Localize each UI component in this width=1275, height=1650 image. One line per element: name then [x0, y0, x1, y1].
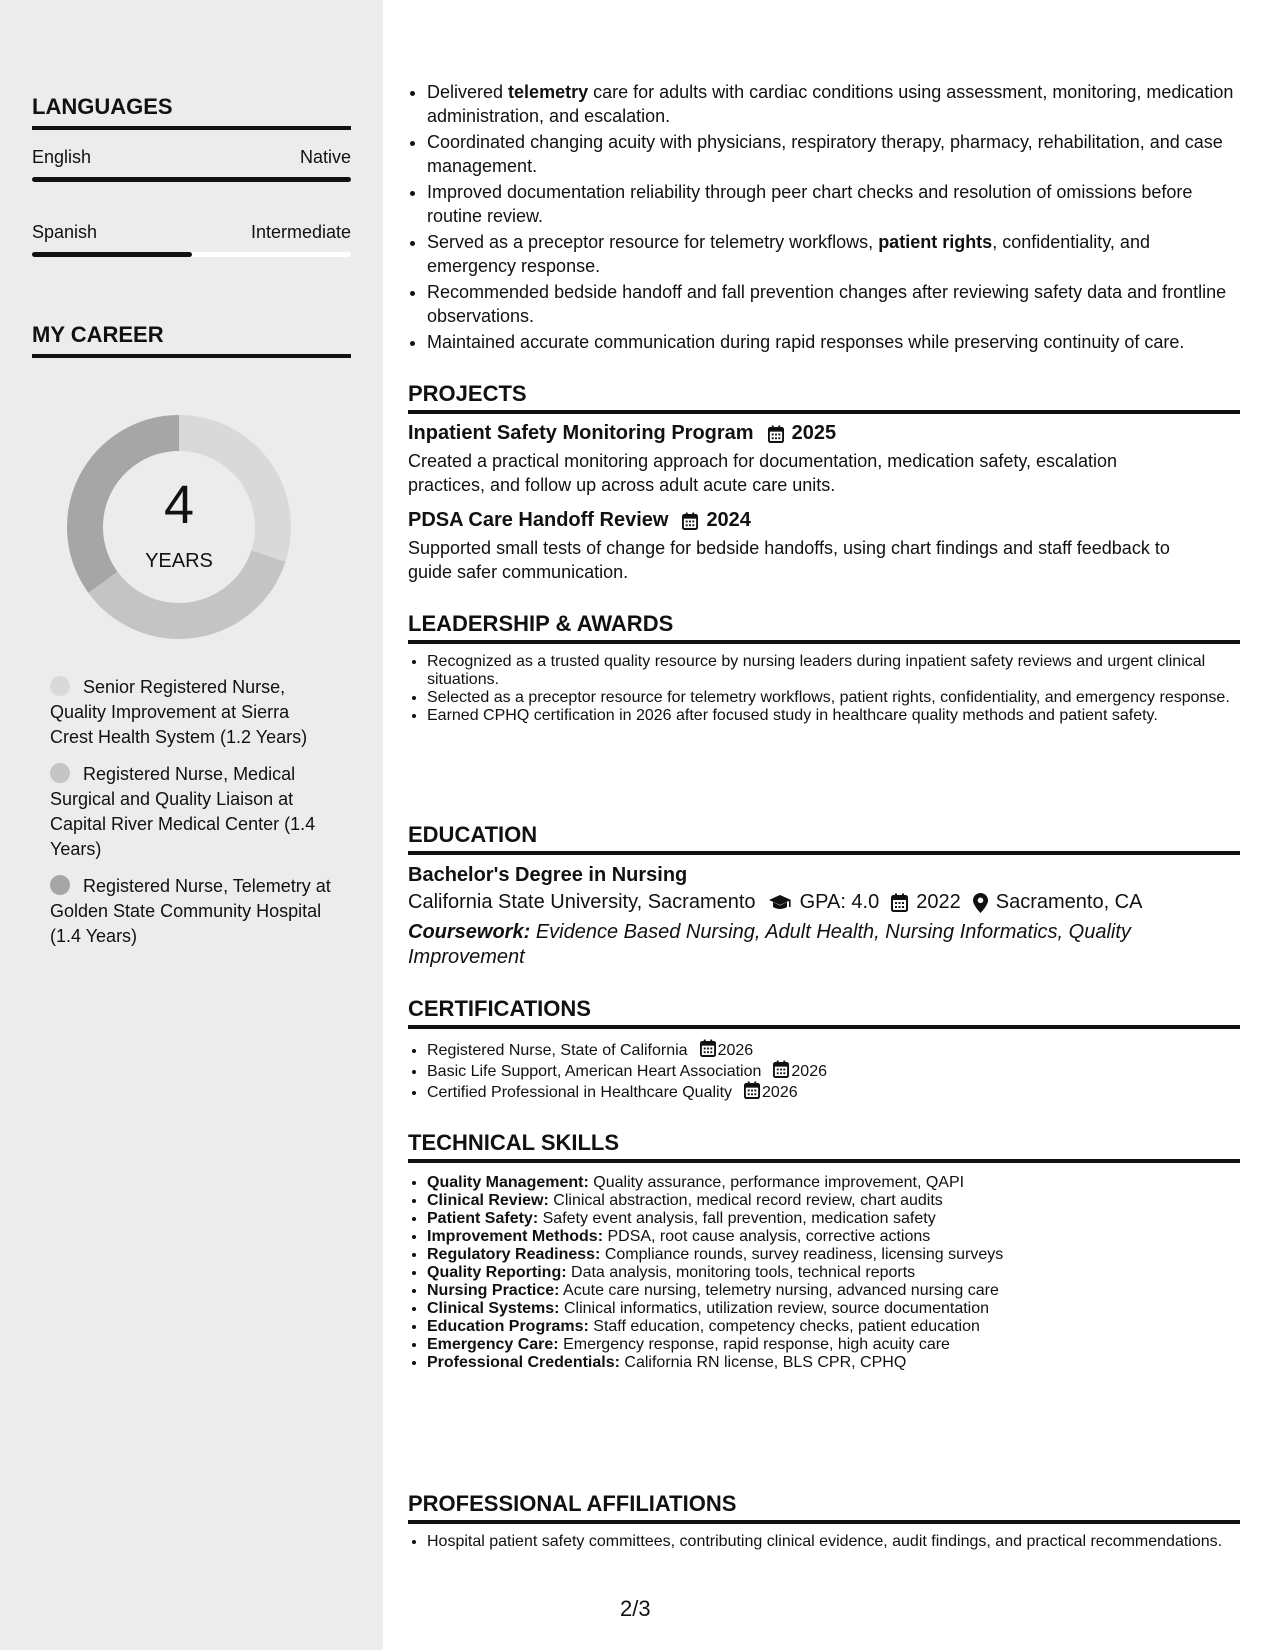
career-section	[32, 322, 351, 358]
certifications-section	[408, 1039, 1240, 1102]
skill-item	[427, 1210, 1240, 1228]
skill-item	[427, 1174, 1240, 1192]
calendar-icon	[700, 1039, 716, 1057]
page-number: 2/3	[620, 1596, 651, 1621]
project-title-row	[408, 422, 1240, 445]
bullet-text: Delivered	[427, 82, 509, 102]
certifications-list	[408, 1039, 1240, 1102]
project-year: 2025	[791, 422, 837, 444]
language-name: Spanish	[32, 222, 98, 242]
skill-value: Clinical informatics, utilization review, source documentation	[563, 1300, 990, 1317]
project-item	[408, 509, 1240, 584]
leadership-list	[408, 653, 1240, 725]
skill-value: Quality assurance, performance improvement, QAPI	[593, 1174, 965, 1191]
skill-item	[427, 1336, 1240, 1354]
experience-bullet	[427, 180, 1240, 228]
projects-list	[408, 422, 1240, 596]
bullet-text: care for adults with cardiac conditions using assessment, monitoring, medication administration, and escalation.	[427, 82, 1234, 126]
certification-year: 2026	[717, 1042, 754, 1059]
skill-value: Emergency response, rapid response, high acuity care	[563, 1336, 950, 1353]
bullet-keyword: patient rights	[878, 232, 993, 252]
certification-item	[427, 1039, 1240, 1060]
affiliations-list	[408, 1533, 1240, 1551]
certifications-heading: CERTIFICATIONS	[408, 996, 1240, 1029]
career-legend	[50, 675, 335, 961]
languages-section	[32, 94, 351, 297]
experience-bullet	[427, 130, 1240, 178]
skill-label: Clinical Review:	[427, 1192, 549, 1209]
experience-list	[408, 80, 1240, 354]
skill-item	[427, 1318, 1240, 1336]
career-heading: MY CAREER	[32, 322, 351, 358]
projects-heading: PROJECTS	[408, 381, 1240, 414]
career-legend-dot	[50, 875, 70, 895]
experience-bullet	[427, 80, 1240, 128]
coursework-label: Coursework:	[408, 921, 531, 943]
project-title: Inpatient Safety Monitoring Program	[408, 422, 754, 444]
career-total-unit: YEARS	[145, 550, 213, 572]
leadership-section	[408, 653, 1240, 725]
experience-bullets	[408, 80, 1240, 356]
experience-bullet	[427, 280, 1240, 328]
skill-value: Safety event analysis, fall prevention, medication safety	[542, 1210, 936, 1227]
languages-list	[32, 147, 351, 257]
education-coursework	[408, 920, 1168, 970]
leadership-item: • Selected as a preceptor resource for telemetry workflows, patient rights, confidentiality, and emergency response.	[427, 689, 1240, 707]
language-level: Intermediate	[250, 222, 351, 242]
skill-value: Clinical abstraction, medical record review, chart audits	[553, 1192, 943, 1209]
skill-label: Education Programs:	[427, 1318, 589, 1335]
bullet-keyword: telemetry	[508, 82, 589, 102]
project-year: 2024	[706, 509, 751, 531]
language-row	[32, 147, 351, 168]
skill-value: PDSA, root cause analysis, corrective actions	[607, 1228, 931, 1245]
career-total-number: 4	[163, 475, 195, 535]
project-item	[408, 422, 1240, 497]
skill-value: Staff education, competency checks, patient education	[593, 1318, 980, 1335]
leadership-item: • Earned CPHQ certification in 2026 after focused study in healthcare quality methods and patient safety.	[427, 707, 1240, 725]
project-title: PDSA Care Handoff Review	[408, 509, 669, 531]
skill-label: Improvement Methods:	[427, 1228, 604, 1245]
certification-name: Certified Professional in Healthcare Quality	[427, 1084, 733, 1101]
bullet-text: Served as a preceptor resource for telemetry workflows,	[427, 232, 879, 252]
language-item	[32, 222, 351, 257]
education-school: California State University, Sacramento	[408, 891, 756, 913]
bullet-text: Improved documentation reliability through peer chart checks and resolution of omissions before routine review.	[427, 182, 1193, 226]
affiliation-item: • Hospital patient safety committees, contributing clinical evidence, audit findings, and practical recommendations.	[427, 1533, 1240, 1551]
skills-heading: TECHNICAL SKILLS	[408, 1130, 1240, 1163]
education-details	[408, 891, 1240, 914]
skill-item	[427, 1246, 1240, 1264]
language-bar-fill	[32, 177, 351, 182]
certification-year: 2026	[762, 1084, 798, 1101]
skill-label: Nursing Practice:	[427, 1282, 560, 1299]
skill-label: Regulatory Readiness:	[427, 1246, 601, 1263]
coursework-text: Evidence Based Nursing, Adult Health, Nursing Informatics, Quality Improvement	[408, 921, 1131, 968]
bullet-text: , confidentiality, and emergency response.	[427, 232, 1150, 276]
skill-label: Patient Safety:	[427, 1210, 539, 1227]
skill-item	[427, 1354, 1240, 1372]
skill-label: Quality Reporting:	[427, 1264, 567, 1281]
leadership-heading: LEADERSHIP & AWARDS	[408, 611, 1240, 644]
certification-item	[427, 1081, 1240, 1102]
project-description: Supported small tests of change for bedside handoffs, using chart findings and staff feedback to guide safer communication.	[408, 538, 1170, 582]
language-row	[32, 222, 351, 243]
bullet-text: Coordinated changing acuity with physicians, respiratory therapy, pharmacy, rehabilitation, and case management.	[427, 132, 1223, 176]
certification-year: 2026	[791, 1063, 827, 1080]
career-item	[50, 874, 335, 949]
skill-item	[427, 1192, 1240, 1210]
skill-value: Data analysis, monitoring tools, technical reports	[571, 1264, 916, 1281]
career-item-label: Registered Nurse, Telemetry at Golden State Community Hospital (1.4 Years)	[50, 876, 331, 946]
skill-item	[427, 1264, 1240, 1282]
education-gpa: GPA: 4.0	[799, 891, 880, 913]
map-pin-icon	[973, 893, 988, 913]
skills-section	[408, 1174, 1240, 1372]
career-legend-dot	[50, 763, 70, 783]
education-degree: Bachelor's Degree in Nursing	[408, 864, 688, 886]
bullet-text: Maintained accurate communication during rapid responses while preserving continuity of care.	[427, 332, 1185, 352]
education-year: 2022	[916, 891, 961, 913]
skill-item	[427, 1282, 1240, 1300]
affiliations-section	[408, 1533, 1240, 1551]
language-item	[32, 147, 351, 182]
language-bar	[32, 177, 351, 182]
certification-item	[427, 1060, 1240, 1081]
sidebar	[0, 0, 383, 1650]
skill-label: Emergency Care:	[427, 1336, 559, 1353]
skill-value: California RN license, BLS CPR, CPHQ	[624, 1354, 907, 1371]
graduation-cap-icon	[768, 894, 792, 912]
skill-item	[427, 1228, 1240, 1246]
calendar-icon	[744, 1081, 760, 1099]
career-item	[50, 675, 335, 750]
language-name: English	[32, 147, 92, 167]
language-level: Native	[299, 147, 351, 167]
calendar-icon	[773, 1060, 789, 1078]
education-location: Sacramento, CA	[995, 891, 1143, 913]
language-bar	[32, 252, 351, 257]
certification-name: Registered Nurse, State of California	[427, 1042, 688, 1059]
skill-label: Professional Credentials:	[427, 1354, 620, 1371]
skill-value: Compliance rounds, survey readiness, licensing surveys	[604, 1246, 1004, 1263]
career-item	[50, 762, 335, 862]
skill-item	[427, 1300, 1240, 1318]
leadership-item: • Recognized as a trusted quality resource by nursing leaders during inpatient safety reviews and urgent clinical situations.	[427, 653, 1240, 689]
affiliations-heading: PROFESSIONAL AFFILIATIONS	[408, 1491, 1240, 1524]
project-title-row	[408, 509, 1240, 532]
skill-label: Quality Management:	[427, 1174, 589, 1191]
experience-bullet	[427, 230, 1240, 278]
skills-list	[408, 1174, 1240, 1372]
calendar-icon	[682, 512, 698, 530]
career-item-label: Senior Registered Nurse, Quality Improvement at Sierra Crest Health System (1.2 Years)	[50, 677, 308, 747]
calendar-icon	[768, 425, 784, 443]
education-section	[408, 864, 1240, 970]
career-donut-chart	[66, 414, 292, 640]
skill-label: Clinical Systems:	[427, 1300, 560, 1317]
project-description: Created a practical monitoring approach for documentation, medication safety, escalation practices, and follow up across adult acute care units.	[408, 451, 1118, 495]
bullet-text: Recommended bedside handoff and fall prevention changes after reviewing safety data and frontline observations.	[427, 282, 1227, 326]
certification-name: Basic Life Support, American Heart Association	[427, 1063, 762, 1080]
language-bar-fill	[32, 252, 192, 257]
career-item-label: Registered Nurse, Medical Surgical and Quality Liaison at Capital River Medical Center (1.4 Years)	[50, 764, 316, 859]
calendar-icon	[891, 893, 908, 912]
education-heading: EDUCATION	[408, 822, 1240, 855]
career-legend-dot	[50, 676, 70, 696]
skill-value: Acute care nursing, telemetry nursing, advanced nursing care	[563, 1282, 999, 1299]
languages-heading: LANGUAGES	[32, 94, 351, 130]
experience-bullet	[427, 330, 1240, 354]
